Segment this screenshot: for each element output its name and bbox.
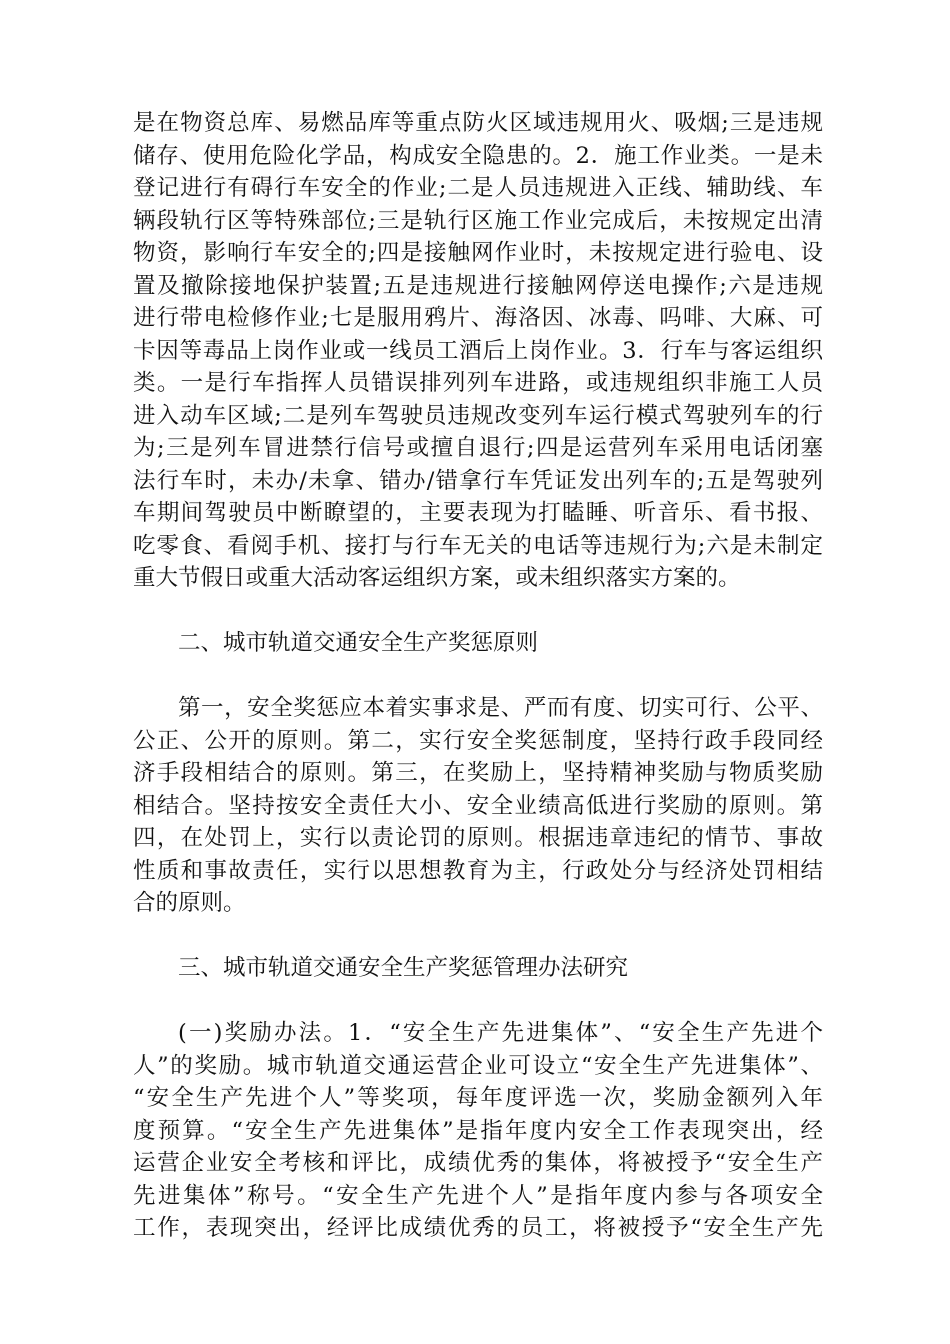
text-line: 法行车时，未办/未拿、错办/错拿行车凭证发出列车的;五是驾驶列 xyxy=(133,467,823,494)
text-line: 合的原则。 xyxy=(133,890,246,916)
text-line: 为;三是列车冒进禁行信号或擅自退行;四是运营列车采用电话闭塞 xyxy=(133,435,823,461)
text-line: 第一，安全奖惩应本着实事求是、严而有度、切实可行、公平、 xyxy=(178,695,823,721)
text-line: 吃零食、看阅手机、接打与行车无关的电话等违规行为;六是未制定 xyxy=(133,532,823,559)
section-heading xyxy=(133,952,823,985)
text-line: 卡因等毒品上岗作业或一线员工酒后上岗作业。3．行车与客运组织 xyxy=(133,337,823,364)
text-line: 登记进行有碍行车安全的作业;二是人员违规进入正线、辅助线、车 xyxy=(133,175,823,201)
text-line: 辆段轨行区等特殊部位;三是轨行区施工作业完成后，未按规定出清 xyxy=(133,207,823,234)
text-line: 类。一是行车指挥人员错误排列列车进路，或违规组织非施工人员 xyxy=(133,370,823,396)
section-heading xyxy=(133,627,823,660)
text-line: 公正、公开的原则。第二，实行安全奖惩制度，坚持行政手段同经 xyxy=(133,727,823,754)
body-paragraph xyxy=(133,107,823,595)
text-line: 置及撤除接地保护装置;五是违规进行接触网停送电操作;六是违规 xyxy=(133,272,823,299)
text-line: 四，在处罚上，实行以责论罚的原则。根据违章违纪的情节、事故 xyxy=(133,825,823,851)
document-page xyxy=(133,107,823,1277)
text-line: 三、城市轨道交通安全生产奖惩管理办法研究 xyxy=(178,955,629,981)
text-line: 性质和事故责任，实行以思想教育为主，行政处分与经济处罚相结 xyxy=(133,857,823,884)
body-paragraph xyxy=(133,692,823,920)
text-line: “安全生产先进个人”等奖项，每年度评选一次，奖励金额列入年 xyxy=(133,1085,823,1111)
text-line: 运营企业安全考核和评比，成绩优秀的集体，将被授予“安全生产 xyxy=(133,1150,823,1176)
text-line: 进入动车区域;二是列车驾驶员违规改变列车运行模式驾驶列车的行 xyxy=(133,402,823,429)
text-line: 储存、使用危险化学品，构成安全隐患的。2．施工作业类。一是未 xyxy=(133,142,823,169)
text-line: 先进集体”称号。“安全生产先进个人”是指年度内参与各项安全 xyxy=(133,1182,823,1209)
text-line: 人”的奖励。城市轨道交通运营企业可设立“安全生产先进集体”、 xyxy=(133,1052,823,1079)
text-line: 是在物资总库、易燃品库等重点防火区域违规用火、吸烟;三是违规 xyxy=(133,110,823,136)
text-line: 二、城市轨道交通安全生产奖惩原则 xyxy=(178,630,539,656)
text-line: 进行带电检修作业;七是服用鸦片、海洛因、冰毒、吗啡、大麻、可 xyxy=(133,305,823,331)
text-line: 度预算。“安全生产先进集体”是指年度内安全工作表现突出，经 xyxy=(133,1117,823,1144)
text-line: 济手段相结合的原则。第三，在奖励上，坚持精神奖励与物质奖励 xyxy=(133,760,823,786)
text-line: 重大节假日或重大活动客运组织方案，或未组织落实方案的。 xyxy=(133,565,741,591)
text-line: 工作，表现突出，经评比成绩优秀的员工，将被授予“安全生产先 xyxy=(133,1215,823,1241)
text-line: (一)奖励办法。1．“安全生产先进集体”、“安全生产先进个 xyxy=(178,1020,823,1046)
text-line: 物资，影响行车安全的;四是接触网作业时，未按规定进行验电、设 xyxy=(133,240,823,266)
text-line: 车期间驾驶员中断瞭望的，主要表现为打瞌睡、听音乐、看书报、 xyxy=(133,500,823,526)
text-line: 相结合。坚持按安全责任大小、安全业绩高低进行奖励的原则。第 xyxy=(133,792,823,819)
body-paragraph xyxy=(133,1017,823,1245)
